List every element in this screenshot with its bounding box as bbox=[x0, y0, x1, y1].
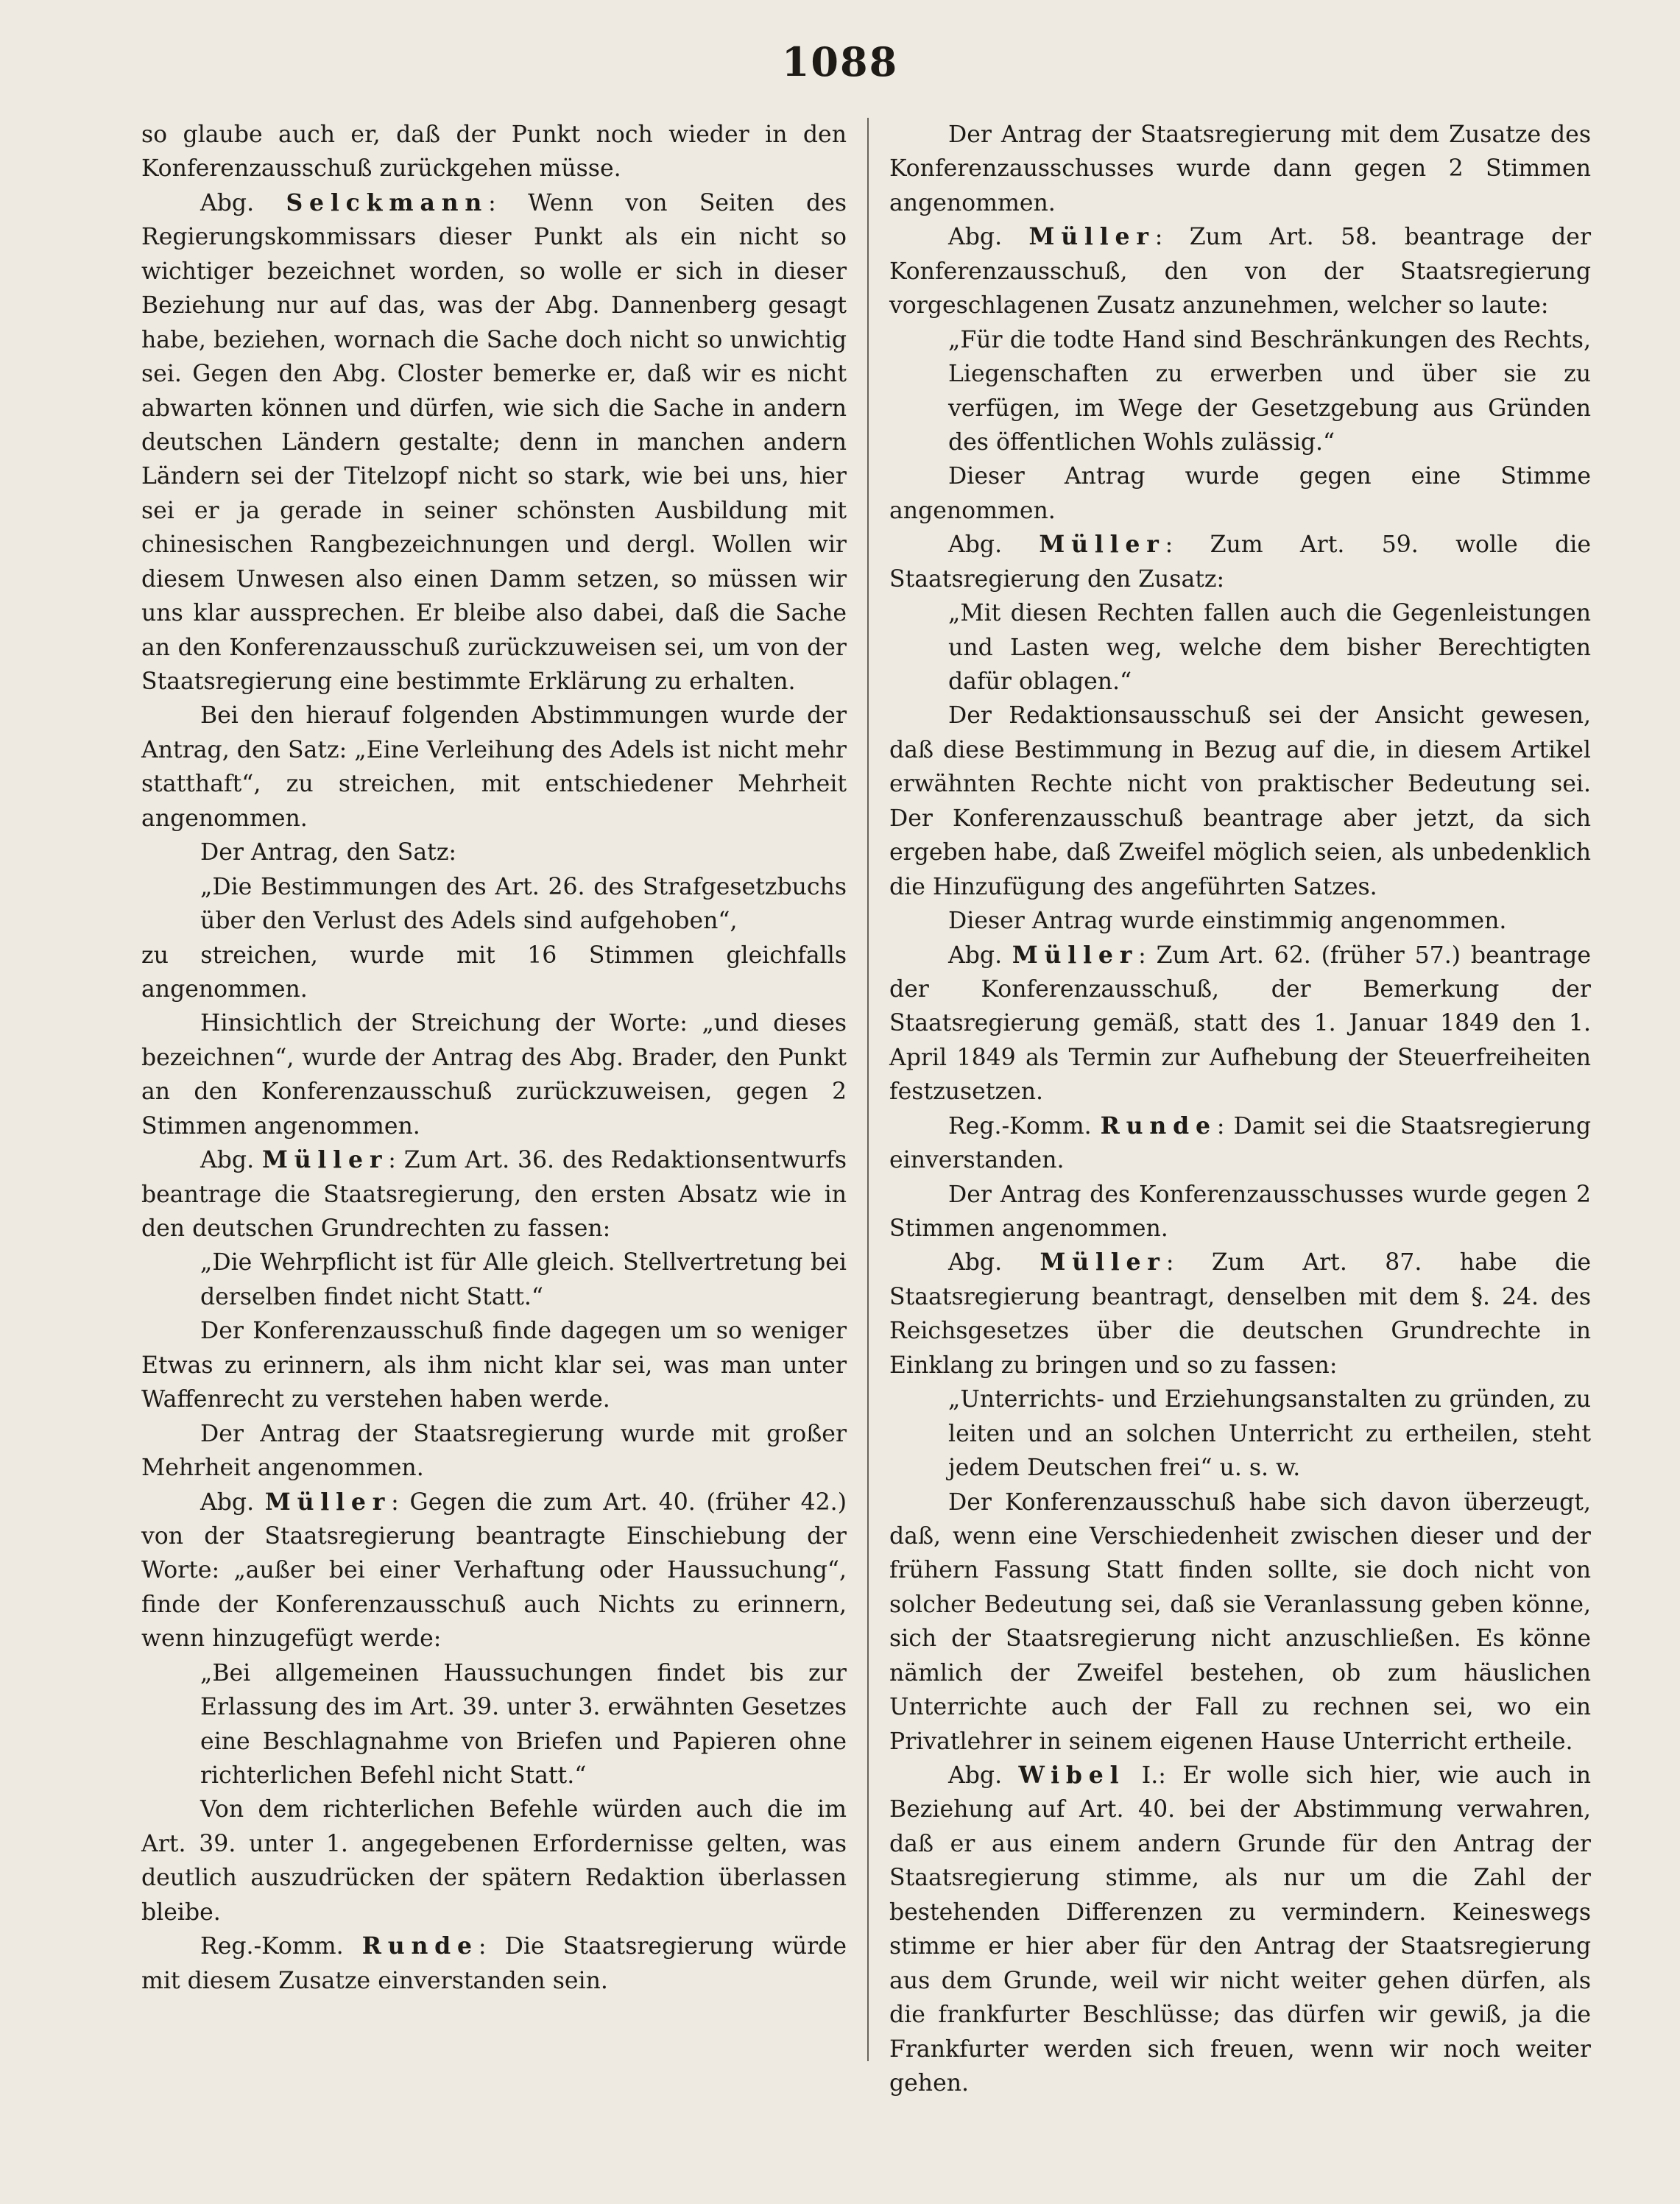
body-paragraph: Dieser Antrag wurde gegen eine Stimme angenommen. bbox=[889, 463, 1591, 524]
speaker-name: Runde bbox=[361, 1932, 479, 1960]
body-paragraph: Bei den hierauf folgenden Abstimmungen wurde der Antrag, den Satz: „Eine Verleihung des Adels ist nicht mehr statthaft“, zu streichen, mit entschiedener Mehrheit angenommen. bbox=[141, 702, 847, 832]
speaker-title: Abg. bbox=[200, 1147, 255, 1174]
quoted-text: „Unterrichts- und Erziehungsanstalten zu gründen, zu leiten und an solchen Unterricht zu ertheilen, steht jedem Deutschen frei“ u. s. w. bbox=[948, 1386, 1591, 1482]
column-divider bbox=[867, 118, 869, 2061]
body-paragraph: Der Antrag der Staatsregierung mit dem Zusatze des Konferenzausschusses wurde dann gegen 2 Stimmen angenommen. bbox=[889, 121, 1591, 216]
speech-text: : Damit sei die Staatsregierung einverstanden. bbox=[889, 1112, 1592, 1174]
quoted-text: „Bei allgemeinen Haussuchungen findet bis zur Erlassung des im Art. 39. unter 3. erwähnten Gesetzes eine Beschlagnahme von Briefen und Papieren ohne richterlichen Befehl nicht Statt.“ bbox=[200, 1659, 847, 1789]
page-number: 1088 bbox=[781, 38, 899, 85]
left-column bbox=[141, 118, 847, 1998]
speech-text: : Zum Art. 36. des Redaktionsentwurfs beantrage die Staatsregierung, den ersten Absatz wie in den deutschen Grundrechten zu fassen: bbox=[141, 1147, 847, 1242]
speech-paragraph bbox=[889, 528, 1591, 596]
body-paragraph: so glaube auch er, daß der Punkt noch wieder in den Konferenzausschuß zurückgehen müsse. bbox=[141, 121, 847, 183]
speech-paragraph bbox=[889, 1759, 1591, 2100]
speaker-title: Reg.-Komm. bbox=[948, 1112, 1092, 1140]
speaker-suffix: I. bbox=[1125, 1762, 1159, 1789]
body-paragraph: Dieser Antrag wurde einstimmig angenommen. bbox=[948, 908, 1507, 935]
speaker-title: Abg. bbox=[948, 942, 1003, 969]
speaker-name: Müller bbox=[1012, 941, 1139, 969]
speaker-name: Müller bbox=[1039, 531, 1165, 559]
speaker-title: Abg. bbox=[948, 1762, 1003, 1789]
speaker-title: Abg. bbox=[200, 189, 255, 216]
speaker-name: Runde bbox=[1100, 1112, 1217, 1140]
speaker-title: Abg. bbox=[948, 224, 1003, 251]
speaker-name: Müller bbox=[261, 1146, 389, 1174]
speaker-name: Wibel bbox=[1018, 1762, 1126, 1789]
speech-paragraph bbox=[141, 186, 847, 699]
speech-text: : Zum Art. 87. habe die Staatsregierung beantragt, denselben mit dem §. 24. des Reichsgesetzes über die deutschen Grundrechte in Einklang zu bringen und so zu fassen: bbox=[889, 1249, 1591, 1379]
quoted-text: „Die Bestimmungen des Art. 26. des Strafgesetzbuchs über den Verlust des Adels sind aufgehoben“, bbox=[200, 873, 847, 935]
body-paragraph: Der Antrag, den Satz: bbox=[200, 839, 457, 866]
body-paragraph: zu streichen, wurde mit 16 Stimmen gleichfalls angenommen. bbox=[141, 942, 847, 1003]
speech-text: : Wenn von Seiten des Regierungskommissars dieser Punkt als ein nicht so wichtiger bezeichnet worden, so wolle er sich in dieser Beziehung nur auf das, was der Abg. Dannenberg gesagt habe, beziehen, wornach die Sache doch nicht so unwichtig sei. Gegen den Abg. Closter bemerke er, daß wir es nicht abwarten können und dürfen, wie sich die Sache in andern deutschen Ländern gestalte; denn in manchen andern Ländern sei der Titelzopf nicht so stark, wie bei uns, hier sei er ja gerade in seiner schönsten Ausbildung mit chinesischen Rangbezeichnungen und dergl. Wollen wir diesem Unwesen also einen Damm setzen, so müssen wir uns klar aussprechen. Er bleibe also dabei, daß die Sache an den Konferenzausschuß zurückzuweisen sei, um von der Staatsregierung eine bestimmte Erklärung zu erhalten. bbox=[141, 189, 847, 695]
body-paragraph: Der Antrag des Konferenzausschusses wurde gegen 2 Stimmen angenommen. bbox=[889, 1181, 1591, 1242]
body-paragraph: Von dem richterlichen Befehle würden auch die im Art. 39. unter 1. angegebenen Erfordernisse gelten, was deutlich auszudrücken der spätern Redaktion überlassen bleibe. bbox=[141, 1796, 847, 1926]
speech-text: : Zum Art. 59. wolle die Staatsregierung den Zusatz: bbox=[889, 531, 1591, 593]
speech-paragraph bbox=[141, 1486, 847, 1656]
speech-paragraph bbox=[889, 220, 1591, 322]
speech-paragraph bbox=[889, 1109, 1591, 1178]
speech-text: : Die Staatsregierung würde mit diesem Zusatze einverstanden sein. bbox=[141, 1933, 847, 1994]
speaker-name: Müller bbox=[264, 1488, 392, 1516]
quoted-text: „Mit diesen Rechten fallen auch die Gegenleistungen und Lasten weg, welche dem bisher Berechtigten dafür oblagen.“ bbox=[948, 600, 1591, 695]
speaker-title: Abg. bbox=[948, 1249, 1003, 1276]
speech-paragraph bbox=[141, 1929, 847, 1998]
speaker-name: Müller bbox=[1040, 1248, 1166, 1276]
right-column bbox=[889, 118, 1591, 2100]
speaker-title: Reg.-Komm. bbox=[200, 1933, 344, 1960]
speech-paragraph bbox=[141, 1143, 847, 1246]
quoted-text: „Für die todte Hand sind Beschränkungen des Rechts, Liegenschaften zu erwerben und über sie zu verfügen, im Wege der Gesetzgebung aus Gründen des öffentlichen Wohls zulässig.“ bbox=[948, 326, 1591, 456]
speech-paragraph bbox=[889, 939, 1591, 1109]
speech-text: : Zum Art. 58. beantrage der Konferenzausschuß, den von der Staatsregierung vorgeschlagenen Zusatz anzunehmen, welcher so laute: bbox=[889, 224, 1592, 319]
speech-text: : Er wolle sich hier, wie auch in Beziehung auf Art. 40. bei der Abstimmung verwahren, daß er aus einem andern Grunde für den Antrag der Staatsregierung stimme, als nur um die Zahl der bestehenden Differenzen zu vermindern. Keineswegs stimme er hier aber für den Antrag der Staatsregierung aus dem Grunde, weil wir nicht weiter gehen dürfen, als die frankfurter Beschlüsse; das dürfen wir gewiß, ja die Frankfurter werden sich freuen, wenn wir noch weiter gehen. bbox=[889, 1762, 1591, 2097]
body-paragraph: Der Redaktionsausschuß sei der Ansicht gewesen, daß diese Bestimmung in Bezug auf die, in diesem Artikel erwähnten Rechte nicht von praktischer Bedeutung sei. Der Konferenzausschuß beantrage aber jetzt, da sich ergeben habe, daß Zweifel möglich seien, als unbedenklich die Hinzufügung des angeführten Satzes. bbox=[889, 702, 1591, 900]
body-paragraph: Hinsichtlich der Streichung der Worte: „und dieses bezeichnen“, wurde der Antrag des Abg. Brader, den Punkt an den Konferenzausschuß zurückzuweisen, gegen 2 Stimmen angenommen. bbox=[141, 1010, 847, 1140]
speech-text: : Zum Art. 62. (früher 57.) beantrage der Konferenzausschuß, der Bemerkung der Staatsregierung gemäß, statt des 1. Januar 1849 den 1. April 1849 als Termin zur Aufhebung der Steuerfreiheiten festzusetzen. bbox=[889, 942, 1591, 1106]
speaker-title: Abg. bbox=[200, 1488, 255, 1516]
speech-paragraph bbox=[889, 1246, 1591, 1382]
body-paragraph: Der Antrag der Staatsregierung wurde mit großer Mehrheit angenommen. bbox=[141, 1420, 847, 1482]
speaker-title: Abg. bbox=[948, 531, 1003, 559]
body-paragraph: Der Konferenzausschuß finde dagegen um so weniger Etwas zu erinnern, als ihm nicht klar sei, was man unter Waffenrecht zu verstehen haben werde. bbox=[141, 1318, 847, 1413]
quoted-text: „Die Wehrpflicht ist für Alle gleich. Stellvertretung bei derselben findet nicht Statt.“ bbox=[200, 1249, 847, 1310]
speaker-name: Selckmann bbox=[286, 188, 489, 216]
speech-text: : Gegen die zum Art. 40. (früher 42.) von der Staatsregierung beantragte Einschiebung der Worte: „außer bei einer Verhaftung oder Haussuchung“, finde der Konferenzausschuß auch Nichts zu erinnern, wenn hinzugefügt werde: bbox=[141, 1488, 847, 1653]
body-paragraph: Der Konferenzausschuß habe sich davon überzeugt, daß, wenn eine Verschiedenheit zwischen dieser und der frühern Fassung Statt finden sollte, sie doch nicht von solcher Bedeutung sei, daß sie Veranlassung geben könne, sich der Staatsregierung nicht anzuschließen. Es könne nämlich der Zweifel bestehen, ob zum häuslichen Unterrichte auch der Fall zu rechnen sei, wo ein Privatlehrer in seinem eigenen Hause Unterricht ertheile. bbox=[889, 1488, 1591, 1755]
speaker-name: Müller bbox=[1028, 223, 1155, 251]
